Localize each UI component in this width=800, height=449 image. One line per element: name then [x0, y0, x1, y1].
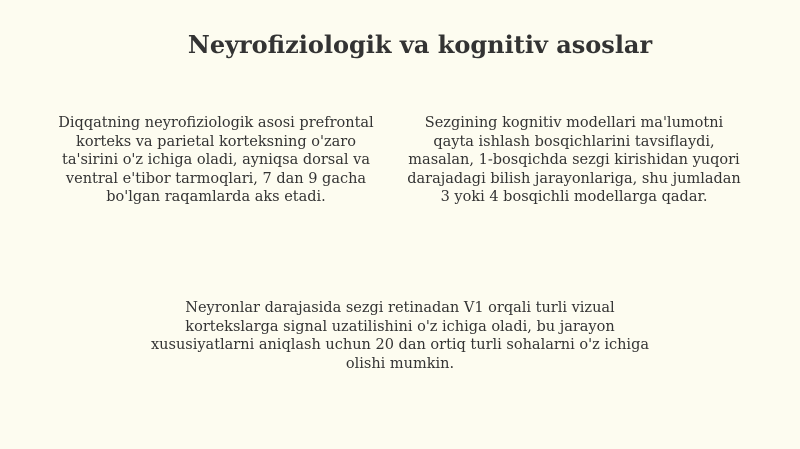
slide-title: Neyrofiziologik va kognitiv asoslar [187, 30, 653, 59]
text-block-neuronal-level: Neyronlar darajasida sezgi retinadan V1 orqali turli vizual kortekslarga signal uzatilishini o'z ichiga oladi, bu jarayon xususiyatlarni aniqlash uchun 20 dan ortiq turli sohalarni o'z ichiga olishi mumkin. [150, 300, 649, 372]
text-block-attention: Diqqatning neyrofiziologik asosi prefrontal korteks va parietal korteksning o'zaro ta'sirini o'z ichiga oladi, ayniqsa dorsal va ventral e'tibor tarmoqlari, 7 dan 9 gacha bo'lgan raqamlarda aks etadi. [58, 115, 374, 205]
text-block-cognitive-models: Sezgining kognitiv modellari ma'lumotni qayta ishlash bosqichlarini tavsiflaydi, masalan, 1-bosqichda sezgi kirishidan yuqori darajadagi bilish jarayonlariga, shu jumladan 3 yoki 4 bosqichli modellarga qadar. [407, 115, 741, 205]
